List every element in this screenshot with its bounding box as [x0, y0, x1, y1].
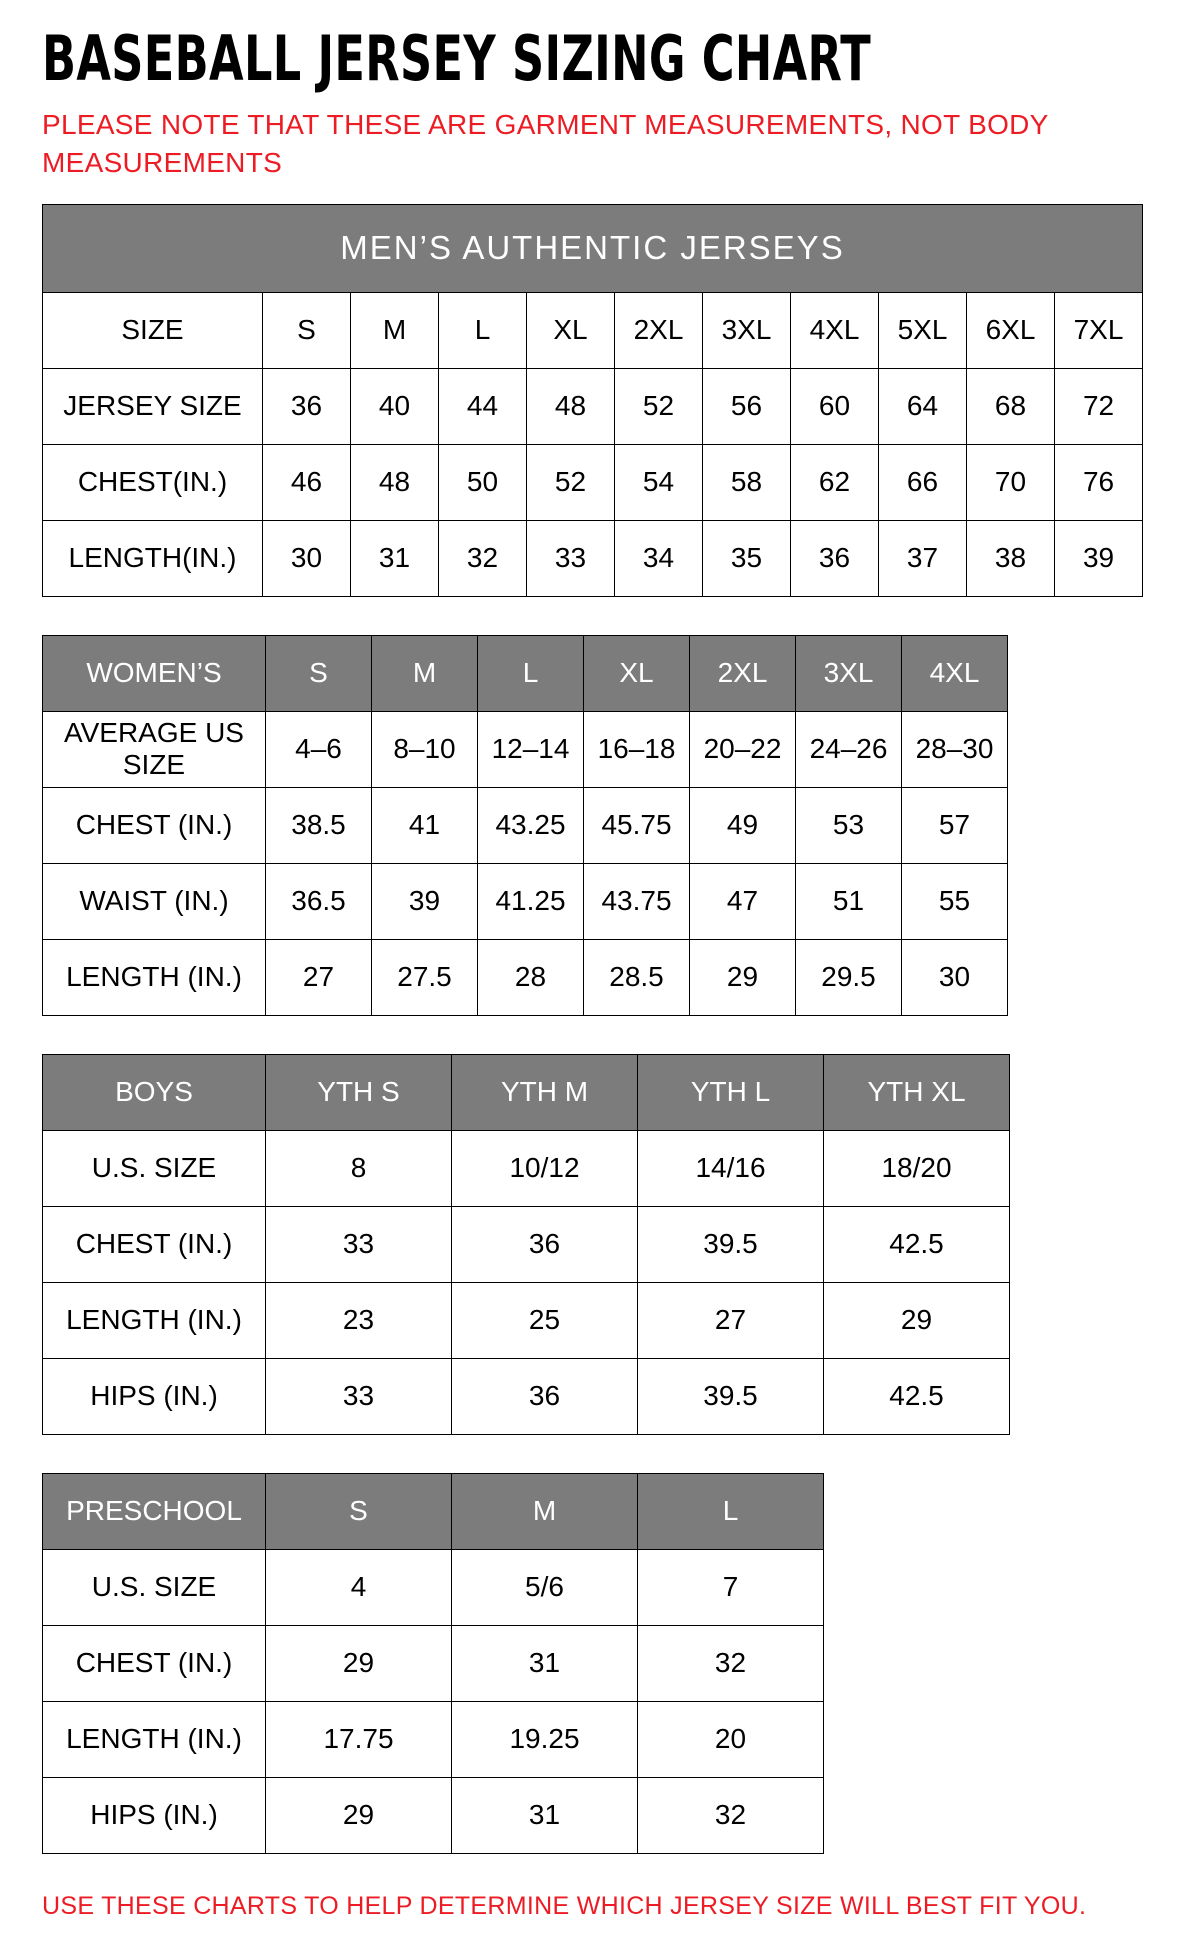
- value-cell: 39: [372, 863, 478, 939]
- value-cell: 31: [351, 520, 439, 596]
- value-cell: 70: [967, 444, 1055, 520]
- value-cell: 4–6: [266, 711, 372, 787]
- value-cell: 45.75: [584, 787, 690, 863]
- column-header-cell: M: [452, 1473, 638, 1549]
- table-row: [43, 1549, 824, 1625]
- value-cell: 18/20: [824, 1130, 1010, 1206]
- row-label-cell: CHEST(IN.): [43, 444, 263, 520]
- value-cell: 39.5: [638, 1206, 824, 1282]
- value-cell: 3XL: [703, 292, 791, 368]
- value-cell: 72: [1055, 368, 1143, 444]
- value-cell: 29: [266, 1777, 452, 1853]
- table-header-row: [43, 635, 1008, 711]
- value-cell: 40: [351, 368, 439, 444]
- value-cell: 8–10: [372, 711, 478, 787]
- table-row: [43, 444, 1143, 520]
- value-cell: 29: [266, 1625, 452, 1701]
- value-cell: 29: [690, 939, 796, 1015]
- row-label-cell: JERSEY SIZE: [43, 368, 263, 444]
- womens-sizing-table: [42, 635, 1008, 1016]
- value-cell: 30: [902, 939, 1008, 1015]
- value-cell: 36.5: [266, 863, 372, 939]
- row-label-cell: HIPS (IN.): [43, 1358, 266, 1434]
- table-title-cell: PRESCHOOL: [43, 1473, 266, 1549]
- row-label-cell: LENGTH (IN.): [43, 939, 266, 1015]
- value-cell: 31: [452, 1777, 638, 1853]
- value-cell: 29.5: [796, 939, 902, 1015]
- value-cell: 48: [527, 368, 615, 444]
- table-row: [43, 939, 1008, 1015]
- value-cell: 52: [527, 444, 615, 520]
- column-header-cell: YTH S: [266, 1054, 452, 1130]
- value-cell: 4: [266, 1549, 452, 1625]
- value-cell: 41: [372, 787, 478, 863]
- value-cell: 33: [266, 1206, 452, 1282]
- value-cell: 53: [796, 787, 902, 863]
- value-cell: 55: [902, 863, 1008, 939]
- value-cell: 8: [266, 1130, 452, 1206]
- value-cell: 49: [690, 787, 796, 863]
- value-cell: 2XL: [615, 292, 703, 368]
- value-cell: 19.25: [452, 1701, 638, 1777]
- footer-note: USE THESE CHARTS TO HELP DETERMINE WHICH JERSEY SIZE WILL BEST FIT YOU.: [42, 1891, 1087, 1920]
- value-cell: 52: [615, 368, 703, 444]
- value-cell: 28: [478, 939, 584, 1015]
- value-cell: 35: [703, 520, 791, 596]
- table-header-row: [43, 1054, 1010, 1130]
- table-title-cell: BOYS: [43, 1054, 266, 1130]
- value-cell: 38: [967, 520, 1055, 596]
- table-row: [43, 787, 1008, 863]
- value-cell: 38.5: [266, 787, 372, 863]
- value-cell: 7XL: [1055, 292, 1143, 368]
- value-cell: L: [439, 292, 527, 368]
- boys-sizing-table: [42, 1054, 1010, 1435]
- value-cell: 30: [263, 520, 351, 596]
- row-label-cell: LENGTH (IN.): [43, 1701, 266, 1777]
- table-row: [43, 1701, 824, 1777]
- value-cell: 36: [263, 368, 351, 444]
- value-cell: 20–22: [690, 711, 796, 787]
- row-label-cell: WAIST (IN.): [43, 863, 266, 939]
- table-row: [43, 711, 1008, 787]
- column-header-cell: 2XL: [690, 635, 796, 711]
- value-cell: 56: [703, 368, 791, 444]
- value-cell: 41.25: [478, 863, 584, 939]
- table-row: [43, 520, 1143, 596]
- table-row: [43, 292, 1143, 368]
- row-label-cell: U.S. SIZE: [43, 1549, 266, 1625]
- column-header-cell: XL: [584, 635, 690, 711]
- table-row: [43, 1358, 1010, 1434]
- row-label-cell: HIPS (IN.): [43, 1777, 266, 1853]
- value-cell: 43.75: [584, 863, 690, 939]
- table-header-row: [43, 1473, 824, 1549]
- value-cell: 4XL: [791, 292, 879, 368]
- value-cell: 66: [879, 444, 967, 520]
- value-cell: 27: [638, 1282, 824, 1358]
- column-header-cell: 4XL: [902, 635, 1008, 711]
- row-label-cell: SIZE: [43, 292, 263, 368]
- boys-table-body: [43, 1054, 1010, 1434]
- value-cell: 16–18: [584, 711, 690, 787]
- value-cell: 17.75: [266, 1701, 452, 1777]
- column-header-cell: YTH L: [638, 1054, 824, 1130]
- value-cell: 42.5: [824, 1358, 1010, 1434]
- column-header-cell: YTH M: [452, 1054, 638, 1130]
- value-cell: 60: [791, 368, 879, 444]
- garment-measurement-note: PLEASE NOTE THAT THESE ARE GARMENT MEASUREMENTS, NOT BODY MEASUREMENTS: [42, 109, 1049, 178]
- value-cell: 32: [638, 1777, 824, 1853]
- value-cell: 28–30: [902, 711, 1008, 787]
- column-header-cell: S: [266, 1473, 452, 1549]
- value-cell: 46: [263, 444, 351, 520]
- value-cell: 76: [1055, 444, 1143, 520]
- mens-banner: MEN’S AUTHENTIC JERSEYS: [43, 204, 1143, 292]
- value-cell: 48: [351, 444, 439, 520]
- row-label-cell: CHEST (IN.): [43, 1625, 266, 1701]
- value-cell: 33: [527, 520, 615, 596]
- value-cell: 27: [266, 939, 372, 1015]
- value-cell: 33: [266, 1358, 452, 1434]
- value-cell: 54: [615, 444, 703, 520]
- column-header-cell: L: [478, 635, 584, 711]
- value-cell: 28.5: [584, 939, 690, 1015]
- value-cell: 36: [791, 520, 879, 596]
- value-cell: 14/16: [638, 1130, 824, 1206]
- mens-table-body: [43, 292, 1143, 596]
- value-cell: 51: [796, 863, 902, 939]
- value-cell: 12–14: [478, 711, 584, 787]
- value-cell: 57: [902, 787, 1008, 863]
- value-cell: 6XL: [967, 292, 1055, 368]
- table-row: [43, 368, 1143, 444]
- value-cell: 68: [967, 368, 1055, 444]
- womens-table-body: [43, 635, 1008, 1015]
- value-cell: 50: [439, 444, 527, 520]
- value-cell: 32: [638, 1625, 824, 1701]
- page-title: BASEBALL JERSEY SIZING CHART: [42, 22, 872, 95]
- table-row: [43, 1130, 1010, 1206]
- preschool-sizing-table: [42, 1473, 824, 1854]
- value-cell: 36: [452, 1206, 638, 1282]
- value-cell: 39: [1055, 520, 1143, 596]
- value-cell: 23: [266, 1282, 452, 1358]
- value-cell: 25: [452, 1282, 638, 1358]
- value-cell: 43.25: [478, 787, 584, 863]
- value-cell: 34: [615, 520, 703, 596]
- value-cell: 42.5: [824, 1206, 1010, 1282]
- value-cell: 10/12: [452, 1130, 638, 1206]
- value-cell: 7: [638, 1549, 824, 1625]
- mens-sizing-table: [42, 204, 1143, 597]
- value-cell: 58: [703, 444, 791, 520]
- row-label-cell: AVERAGE US SIZE: [43, 711, 266, 787]
- table-row: [43, 1625, 824, 1701]
- row-label-cell: CHEST (IN.): [43, 1206, 266, 1282]
- row-label-cell: CHEST (IN.): [43, 787, 266, 863]
- value-cell: 44: [439, 368, 527, 444]
- value-cell: 27.5: [372, 939, 478, 1015]
- value-cell: 24–26: [796, 711, 902, 787]
- value-cell: M: [351, 292, 439, 368]
- value-cell: 39.5: [638, 1358, 824, 1434]
- table-row: [43, 863, 1008, 939]
- column-header-cell: YTH XL: [824, 1054, 1010, 1130]
- value-cell: S: [263, 292, 351, 368]
- table-row: [43, 1282, 1010, 1358]
- value-cell: 47: [690, 863, 796, 939]
- table-row: [43, 1777, 824, 1853]
- value-cell: 20: [638, 1701, 824, 1777]
- column-header-cell: 3XL: [796, 635, 902, 711]
- row-label-cell: LENGTH (IN.): [43, 1282, 266, 1358]
- mens-banner-row: [43, 204, 1143, 292]
- column-header-cell: M: [372, 635, 478, 711]
- preschool-table-body: [43, 1473, 824, 1853]
- column-header-cell: L: [638, 1473, 824, 1549]
- value-cell: 62: [791, 444, 879, 520]
- value-cell: 36: [452, 1358, 638, 1434]
- column-header-cell: S: [266, 635, 372, 711]
- row-label-cell: U.S. SIZE: [43, 1130, 266, 1206]
- value-cell: 5XL: [879, 292, 967, 368]
- row-label-cell: LENGTH(IN.): [43, 520, 263, 596]
- value-cell: XL: [527, 292, 615, 368]
- value-cell: 32: [439, 520, 527, 596]
- table-title-cell: WOMEN’S: [43, 635, 266, 711]
- value-cell: 29: [824, 1282, 1010, 1358]
- value-cell: 37: [879, 520, 967, 596]
- value-cell: 5/6: [452, 1549, 638, 1625]
- value-cell: 31: [452, 1625, 638, 1701]
- table-row: [43, 1206, 1010, 1282]
- value-cell: 64: [879, 368, 967, 444]
